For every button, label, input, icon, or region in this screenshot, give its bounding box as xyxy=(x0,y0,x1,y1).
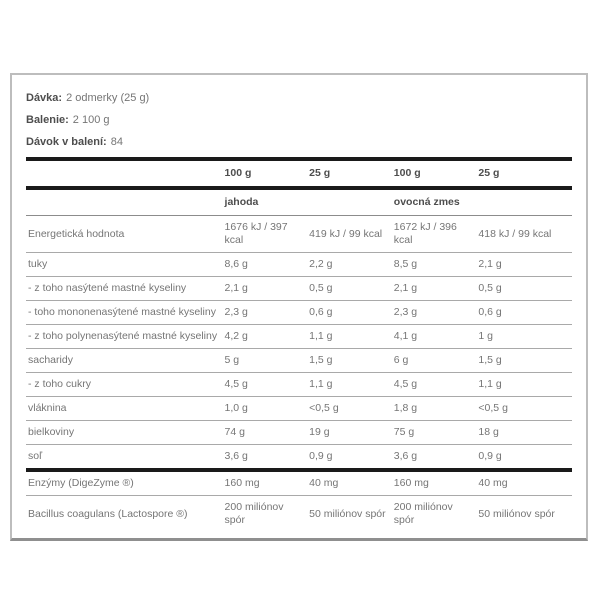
table-row-polyunsaturated-fat xyxy=(26,325,572,349)
table-row-energy xyxy=(26,216,572,253)
cell-value: 419 kJ / 99 kcal xyxy=(307,216,392,253)
servings-per-package-label: Dávok v balení: xyxy=(26,136,107,148)
cell-value: 40 mg xyxy=(476,470,572,496)
table-row-salt xyxy=(26,445,572,471)
table-row-carbohydrates xyxy=(26,349,572,373)
cell-value: 0,5 g xyxy=(307,277,392,301)
cell-value: 0,5 g xyxy=(476,277,572,301)
col-header-100g-jahoda: 100 g xyxy=(223,159,308,188)
units-header-row xyxy=(26,159,572,188)
cell-value: 75 g xyxy=(392,421,477,445)
row-label: - toho mononenasýtené mastné kyseliny xyxy=(26,301,223,325)
cell-value: 18 g xyxy=(476,421,572,445)
table-row-sugars xyxy=(26,373,572,397)
cell-value: 2,1 g xyxy=(223,277,308,301)
cell-value: 2,1 g xyxy=(392,277,477,301)
servings-per-package-row xyxy=(26,131,572,153)
cell-value: <0,5 g xyxy=(476,397,572,421)
cell-value: 0,6 g xyxy=(307,301,392,325)
table-row-fiber xyxy=(26,397,572,421)
cell-value: 1,8 g xyxy=(392,397,477,421)
empty-header-cell xyxy=(26,159,223,188)
cell-value: 50 miliónov spór xyxy=(309,507,386,520)
cell-value: 2,3 g xyxy=(392,301,477,325)
cell-value: 0,6 g xyxy=(476,301,572,325)
serving-size-label: Dávka: xyxy=(26,92,63,104)
table-row-protein xyxy=(26,421,572,445)
row-label: tuky xyxy=(26,253,223,277)
flavor-jahoda: jahoda xyxy=(223,188,392,216)
cell-value: 1,5 g xyxy=(476,349,572,373)
cell-value: 3,6 g xyxy=(392,445,477,471)
table-row-monounsaturated-fat xyxy=(26,301,572,325)
row-label: Energetická hodnota xyxy=(26,216,223,253)
cell-value: 8,6 g xyxy=(223,253,308,277)
row-label: Enzýmy (DigeZyme ®) xyxy=(26,470,223,496)
cell-value: <0,5 g xyxy=(307,397,392,421)
cell-value: 1 g xyxy=(476,325,572,349)
table-row-enzymes xyxy=(26,470,572,496)
serving-size-row xyxy=(26,87,572,109)
flavor-header-row xyxy=(26,188,572,216)
col-header-100g-zmes: 100 g xyxy=(392,159,477,188)
row-label: - z toho nasýtené mastné kyseliny xyxy=(26,277,223,301)
row-label: - z toho cukry xyxy=(26,373,223,397)
nutrition-table xyxy=(26,157,572,532)
col-header-25g-jahoda: 25 g xyxy=(307,159,392,188)
cell-value: 1676 kJ / 397 kcal xyxy=(223,216,308,253)
row-label: sacharidy xyxy=(26,349,223,373)
cell-value: 1,5 g xyxy=(307,349,392,373)
cell-value: 1,1 g xyxy=(476,373,572,397)
cell-value: 4,5 g xyxy=(223,373,308,397)
cell-value: 3,6 g xyxy=(223,445,308,471)
cell-value: 2,2 g xyxy=(307,253,392,277)
table-row-saturated-fat xyxy=(26,277,572,301)
cell-value: 160 mg xyxy=(392,470,477,496)
cell-value: 0,9 g xyxy=(307,445,392,471)
servings-per-package-value: 84 xyxy=(110,136,123,148)
table-row-fat xyxy=(26,253,572,277)
cell-value: 50 miliónov spór xyxy=(478,507,555,520)
cell-value: 2,1 g xyxy=(476,253,572,277)
row-label: - z toho polynenasýtené mastné kyseliny xyxy=(26,325,223,349)
cell-value: 8,5 g xyxy=(392,253,477,277)
serving-info xyxy=(26,87,572,153)
row-label: vláknina xyxy=(26,397,223,421)
row-label: bielkoviny xyxy=(26,421,223,445)
cell-value: 160 mg xyxy=(223,470,308,496)
nutrition-panel xyxy=(10,73,588,541)
cell-value: 2,3 g xyxy=(223,301,308,325)
cell-value: 4,5 g xyxy=(392,373,477,397)
package-size-label: Balenie: xyxy=(26,114,69,126)
cell-value: 1672 kJ / 396 kcal xyxy=(392,216,477,253)
cell-value: 1,0 g xyxy=(223,397,308,421)
cell-value: 200 miliónov spór xyxy=(224,501,284,526)
cell-value: 4,2 g xyxy=(223,325,308,349)
cell-value: 40 mg xyxy=(307,470,392,496)
empty-flavor-cell xyxy=(26,188,223,216)
cell-value: 1,1 g xyxy=(307,373,392,397)
cell-value: 74 g xyxy=(223,421,308,445)
cell-value: 0,9 g xyxy=(476,445,572,471)
cell-value: 6 g xyxy=(392,349,477,373)
package-size-value: 2 100 g xyxy=(72,114,110,126)
cell-value: 200 miliónov spór xyxy=(393,501,453,526)
cell-value: 19 g xyxy=(307,421,392,445)
cell-value: 5 g xyxy=(223,349,308,373)
package-size-row xyxy=(26,109,572,131)
serving-size-value: 2 odmerky (25 g) xyxy=(66,92,150,104)
col-header-25g-zmes: 25 g xyxy=(476,159,572,188)
cell-value: 418 kJ / 99 kcal xyxy=(476,216,572,253)
cell-value: 1,1 g xyxy=(307,325,392,349)
row-label: Bacillus coagulans (Lactospore ®) xyxy=(28,507,188,520)
row-label: soľ xyxy=(26,445,223,471)
cell-value: 4,1 g xyxy=(392,325,477,349)
table-row-bacillus-coagulans xyxy=(26,496,572,533)
flavor-ovocna-zmes: ovocná zmes xyxy=(392,188,572,216)
